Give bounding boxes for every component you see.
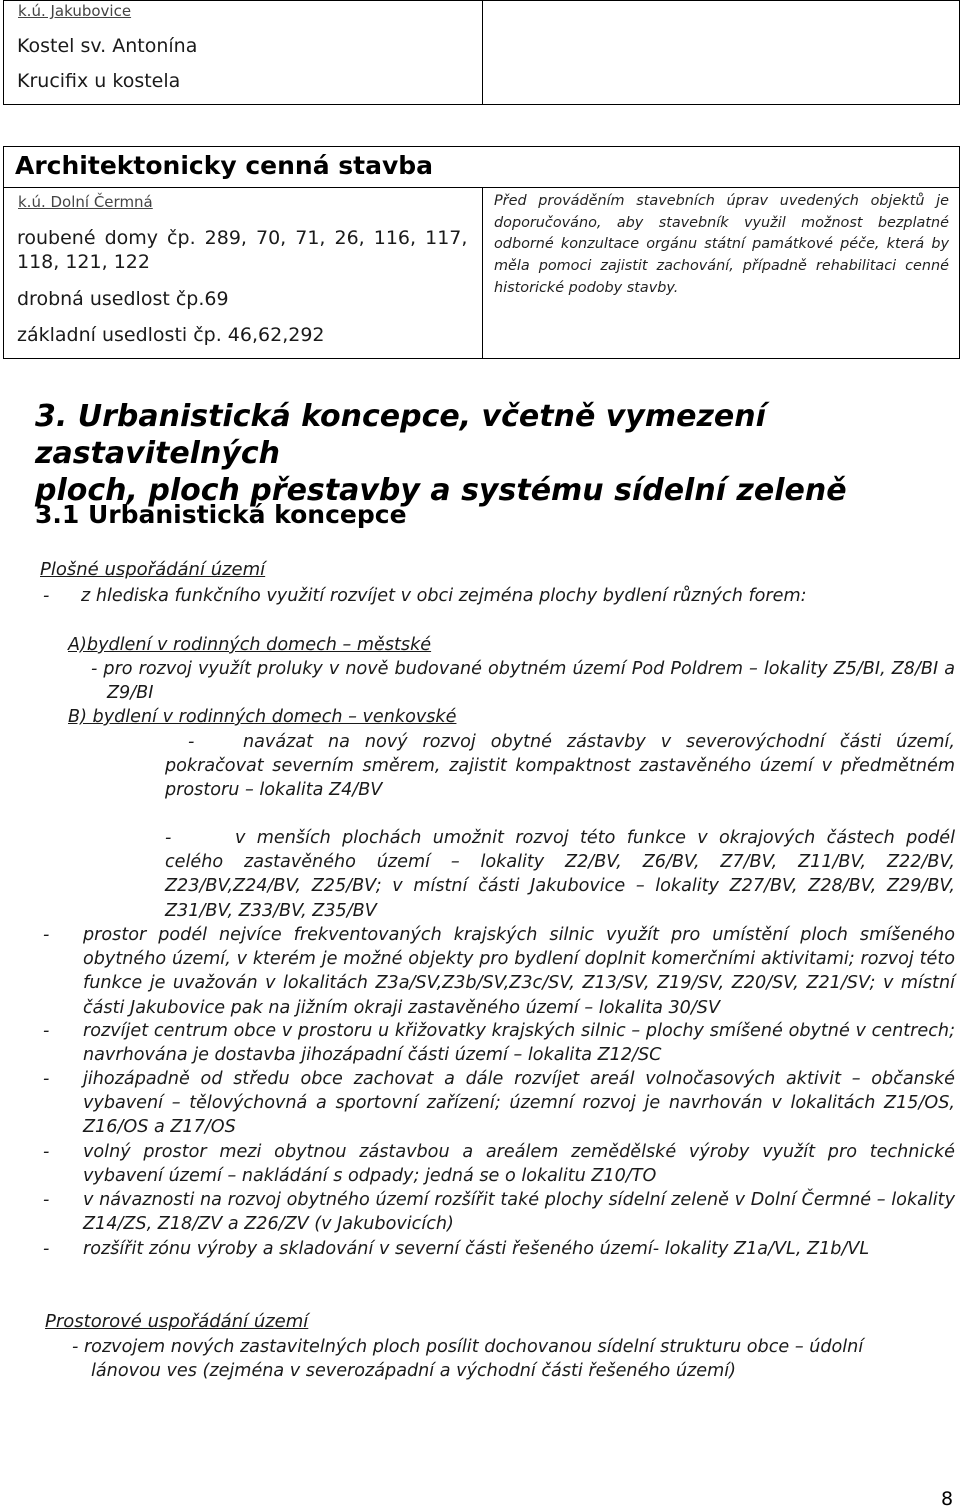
list-item: rozvíjet centrum obce v prostoru u křižovatky krajských silnic – plochy smíšené obytné v centrech; navrhována je dostavba jihozápadní části území – lokalita Z12/SC (83, 1021, 955, 1066)
subheading-spatial-arrangement: Prostorové uspořádání území (45, 1311, 309, 1332)
building-item: 118, 121, 122 (17, 251, 150, 273)
bullet-dash: - (43, 1190, 50, 1210)
section-heading-line: ploch, ploch přestavby a systému sídelní zeleně (35, 473, 847, 508)
spatial-text: - rozvojem nových zastavitelných ploch posílit dochovanou sídelní strukturu obce – údolní lánovou ves (zejména v severozápadní a východní části řešeného území) (72, 1337, 864, 1382)
bullet-dash: - (43, 1239, 50, 1259)
building-item: roubené domy čp. 289, 70, 71, 26, 116, 117, (17, 227, 468, 249)
architectural-buildings-table (3, 146, 960, 359)
list-item: volný prostor mezi obytnou zástavbou a areálem zemědělské výroby využít pro technické vybavení území – nakládání s odpady; jedná se o lokalitu Z10/TO (83, 1142, 955, 1187)
section-heading-line: 3. Urbanistická koncepce, včetně vymezení zastavitelných (35, 399, 766, 471)
list-item: prostor podél nejvíce frekventovaných krajských silnic využít pro umístění ploch smíšeného obytného území, v kterém je možné objekty pro bydlení doplnit komerčními aktivitami; rozvoj této funkce je uvažován v lokalitách Z3a/SV,Z3b/SV,Z3c/SV, Z13/SV, Z19/SV, Z20/SV, Z21/SV; v místní části Jakubovice pak na jižním okraji zastavěného území – lokalita 30/SV (83, 925, 955, 1018)
heritage-consultation-note: Před prováděním stavebních úprav uvedených objektů je doporučováno, aby stavebník využil možnost bezplatné odborné konzultace orgánu státní památkové péče, která by měla pomoci zajistit zachování, případně rehabilitaci cenné historické podoby stavby. (494, 193, 949, 296)
bullet-dash: - (43, 1069, 50, 1089)
monument-item: Kostel sv. Antonína (17, 35, 198, 57)
housing-rural-title: B) bydlení v rodinných domech – venkovské (68, 707, 457, 727)
monument-item: Krucifix u kostela (17, 70, 181, 92)
bullet-dash: - (165, 828, 172, 848)
bullet-dash: - (188, 732, 195, 752)
building-item: základní usedlosti čp. 46,62,292 (17, 324, 325, 346)
building-item: drobná usedlost čp.69 (17, 288, 229, 310)
bullet-dash: - (43, 1142, 50, 1162)
list-item: rozšířit zónu výroby a skladování v severní části řešeného území- lokality Z1a/VL, Z1b/VL (83, 1239, 870, 1259)
section-heading (35, 398, 945, 509)
monuments-table-jakubovice (3, 0, 960, 105)
table-divider (482, 187, 483, 358)
cadastral-area-label: k.ú. Jakubovice (18, 2, 132, 20)
intro-text: z hlediska funkčního využití rozvíjet v obci zejména plochy bydlení různých forem: (81, 586, 807, 606)
cadastral-area-label: k.ú. Dolní Čermná (18, 193, 153, 211)
table-row-divider (4, 187, 959, 188)
housing-rural-item: navázat na nový rozvoj obytné zástavby v severovýchodní části území, pokračovat severním směrem, zajistit kompaktnost zastavěného území v předmětném prostoru – lokalita Z4/BV (165, 732, 955, 801)
page-number: 8 (941, 1488, 954, 1510)
list-item: jihozápadně od středu obce zachovat a dále rozvíjet areál volnočasových aktivit – občanské vybavení – tělovýchovná a sportovní zařízení; územní rozvoj je navrhován v lokalitách Z15/OS, Z16/OS a Z17/OS (83, 1069, 955, 1138)
bullet-dash: - (43, 1021, 50, 1041)
bullet-dash: - (43, 925, 50, 945)
housing-urban-title: A)bydlení v rodinných domech – městské (68, 635, 432, 655)
table-divider (482, 1, 483, 104)
bullet-dash: - (43, 586, 50, 606)
housing-urban-text: - pro rozvoj využít proluky v nově budované obytném území Pod Poldrem – lokality Z5/BI, Z8/BI a Z9/BI (91, 659, 955, 704)
table-heading: Architektonicky cenná stavba (15, 151, 434, 180)
list-item: v návaznosti na rozvoj obytného území rozšířit také plochy sídelní zeleně v Dolní Čermné – lokality Z14/ZS, Z18/ZV a Z26/ZV (v Jakubovicích) (83, 1190, 955, 1235)
subheading-spatial-layout: Plošné uspořádání území (40, 559, 266, 580)
housing-rural-item: v menších plochách umožnit rozvoj této funkce v okrajových částech podél celého zastavěného území – lokality Z2/BV, Z6/BV, Z7/BV, Z11/BV, Z22/BV, Z23/BV,Z24/BV, Z25/BV; v místní části Jakubovice – lokality Z27/BV, Z28/BV, Z29/BV, Z31/BV, Z33/BV, Z35/BV (165, 828, 955, 921)
subsection-heading: 3.1 Urbanistická koncepce (35, 500, 407, 529)
